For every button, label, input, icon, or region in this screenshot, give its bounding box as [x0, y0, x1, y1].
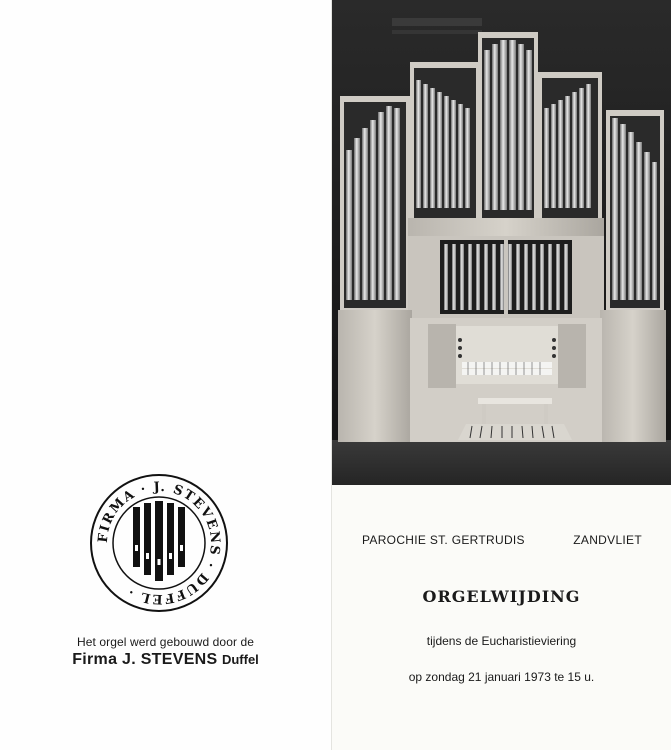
builder-intro-text: Het orgel werd gebouwd door de — [76, 635, 255, 649]
event-datetime: op zondag 21 januari 1973 te 15 u. — [408, 670, 595, 684]
stevens-logo-seal — [89, 473, 229, 613]
occasion-text: tijdens de Eucharistieviering — [426, 634, 577, 648]
firm-name: Firma J. STEVENS — [72, 651, 218, 668]
event-title: ORGELWIJDING — [422, 587, 581, 606]
svg-text:FIRMA · J. STEVENS · DUFFEL ·: FIRMA · J. STEVENS · DUFFEL · — [95, 479, 223, 607]
place-name: ZANDVLIET — [573, 533, 642, 547]
firm-city: Duffel — [221, 652, 259, 667]
parish-name: PAROCHIE ST. GERTRUDIS — [362, 533, 525, 547]
firm-name-line — [0, 651, 331, 669]
organ-photo — [332, 0, 671, 485]
